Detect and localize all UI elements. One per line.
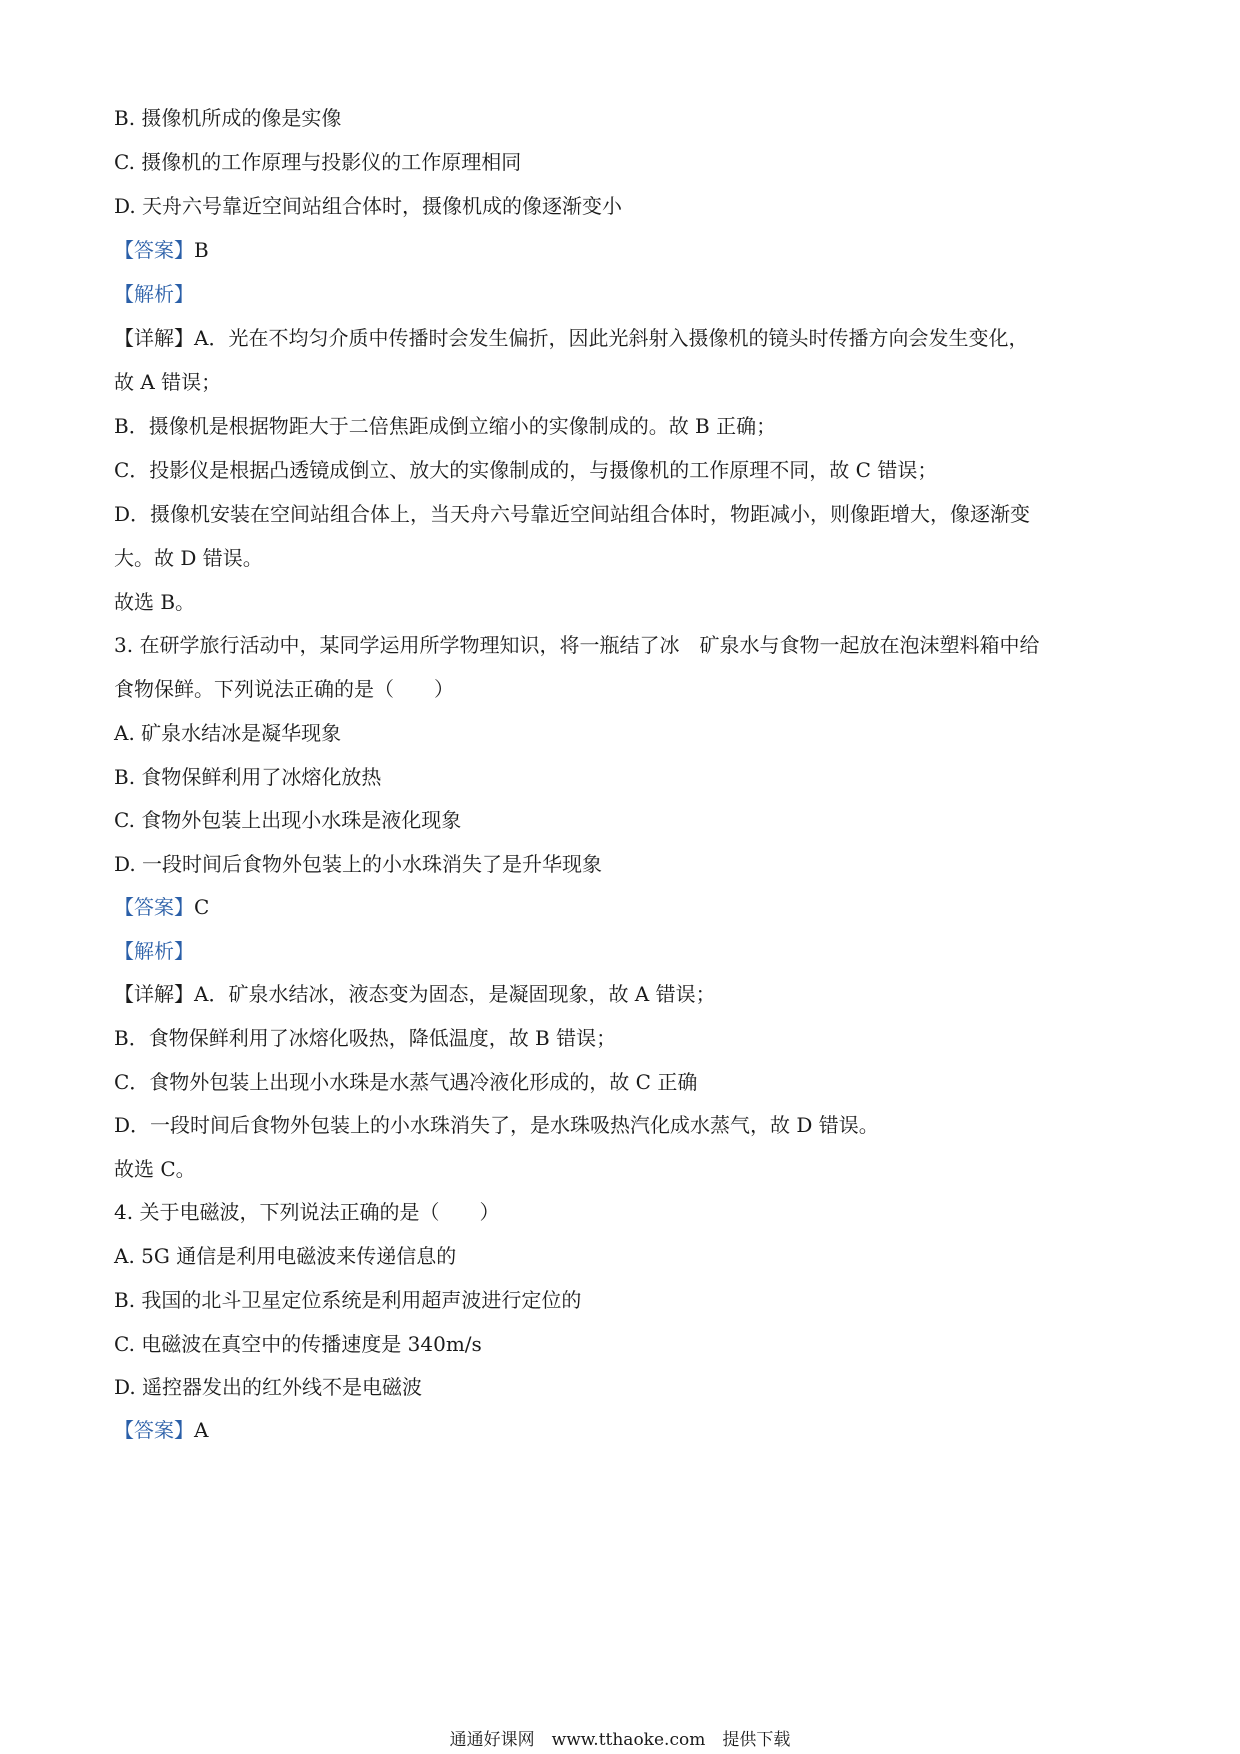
q3-detail-line: D．一段时间后食物外包装上的小水珠消失了，是水珠吸热汽化成水蒸气，故 D 错误。 [114, 1113, 879, 1137]
analysis-tag: 【解析】 [114, 282, 194, 306]
q4-option-a: A. 5G 通信是利用电磁波来传递信息的 [114, 1244, 457, 1268]
q3-detail-line: C．食物外包装上出现小水珠是水蒸气遇冷液化形成的，故 C 正确 [114, 1070, 698, 1094]
q3-option-a: A. 矿泉水结冰是凝华现象 [114, 721, 342, 745]
detail-tag: 【详解】 [114, 326, 194, 350]
q2-detail-line: 大。故 D 错误。 [114, 546, 263, 570]
q2-detail-line: C．投影仪是根据凸透镜成倒立、放大的实像制成的，与摄像机的工作原理不同，故 C 错误； [114, 458, 938, 482]
q3-analysis-heading [114, 937, 1134, 965]
detail-tag: 【详解】 [114, 982, 194, 1006]
answer-tag: 【答案】 [114, 238, 194, 262]
q4-answer [114, 1416, 1134, 1444]
q3-answer [114, 893, 1134, 921]
q3-detail-line [114, 980, 1134, 1008]
q2-detail-line [114, 324, 1134, 352]
q4-stem: 4. 关于电磁波，下列说法正确的是（ ） [114, 1200, 500, 1224]
q2-option-d: D. 天舟六号靠近空间站组合体时，摄像机成的像逐渐变小 [114, 194, 623, 218]
q4-option-c: C. 电磁波在真空中的传播速度是 340m/s [114, 1332, 482, 1356]
q3-detail-line: B．食物保鲜利用了冰熔化吸热，降低温度，故 B 错误； [114, 1026, 617, 1050]
q2-option-b: B. 摄像机所成的像是实像 [114, 106, 342, 130]
q4-option-b: B. 我国的北斗卫星定位系统是利用超声波进行定位的 [114, 1288, 582, 1312]
q3-option-b: B. 食物保鲜利用了冰熔化放热 [114, 765, 382, 789]
q2-conclusion: 故选 B。 [114, 590, 196, 614]
q4-option-d: D. 遥控器发出的红外线不是电磁波 [114, 1375, 423, 1399]
analysis-tag: 【解析】 [114, 939, 194, 963]
detail-text: A．矿泉水结冰，液态变为固态，是凝固现象，故 A 错误； [194, 982, 716, 1006]
detail-text: A．光在不均匀介质中传播时会发生偏折，因此光斜射入摄像机的镜头时传播方向会发生变化， [194, 326, 1029, 350]
page-footer: 通通好课网 www.tthaoke.com 提供下载 [449, 1730, 791, 1750]
q2-analysis-heading [114, 280, 1134, 308]
answer-tag: 【答案】 [114, 895, 194, 919]
answer-tag: 【答案】 [114, 1418, 194, 1442]
q3-conclusion: 故选 C。 [114, 1157, 196, 1181]
q2-detail-line: D．摄像机安装在空间站组合体上，当天舟六号靠近空间站组合体时，物距减小，则像距增大，像逐渐变 [114, 502, 1031, 526]
q3-stem: 3. 在研学旅行活动中，某同学运用所学物理知识，将一瓶结了冰 矿泉水与食物一起放在泡沫塑料箱中给 [114, 633, 1040, 657]
q3-stem: 食物保鲜。下列说法正确的是（ ） [114, 677, 454, 701]
q2-detail-line: 故 A 错误； [114, 370, 222, 394]
q3-option-c: C. 食物外包装上出现小水珠是液化现象 [114, 808, 462, 832]
q2-option-c: C. 摄像机的工作原理与投影仪的工作原理相同 [114, 150, 522, 174]
q2-answer [114, 236, 1134, 264]
answer-value: C [194, 895, 210, 919]
q3-option-d: D. 一段时间后食物外包装上的小水珠消失了是升华现象 [114, 852, 603, 876]
answer-value: A [194, 1418, 209, 1442]
answer-value: B [194, 238, 209, 262]
q2-detail-line: B．摄像机是根据物距大于二倍焦距成倒立缩小的实像制成的。故 B 正确； [114, 414, 777, 438]
